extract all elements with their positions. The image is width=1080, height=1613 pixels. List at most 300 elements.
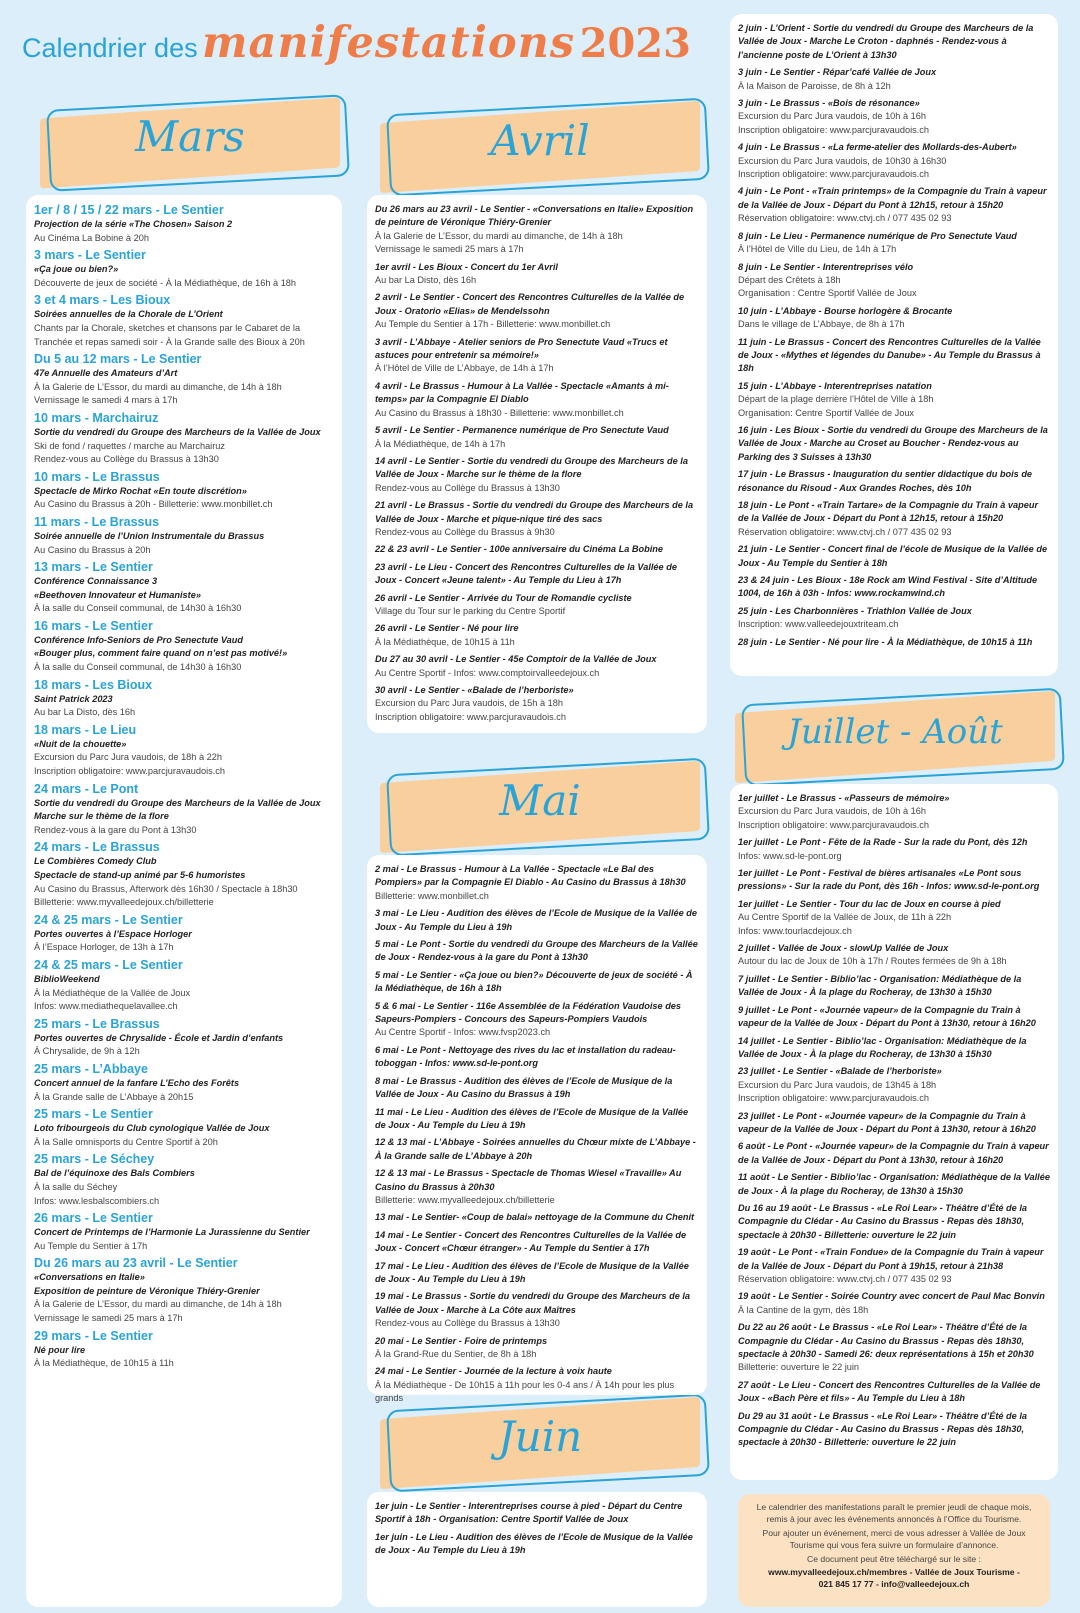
event-item (375, 1075, 699, 1102)
event-title: Concert annuel de la fanfare L’Echo des Forêts (34, 1077, 240, 1088)
event-title: Du 27 au 30 avril - Le Sentier - 45e Comptoir de la Vallée de Joux (375, 654, 657, 665)
event-item (738, 1171, 1050, 1198)
event-item (738, 942, 1050, 969)
event-title: 2 juin - L’Orient - Sortie du vendredi du Groupe des Marcheurs de la Vallée de Joux - Marche Le Croton - daphnés - Rendez-vous à l’ancienne poste de L’Orient à 13h30 (738, 23, 1034, 60)
event-details: Au Centre Sportif de la Vallée de Joux, de 11h à 22h (738, 912, 952, 923)
event-title: 7 juillet - Le Sentier - Biblio’lac - Organisation: Médiathèque de la Vallée de Joux - À la plage du Rocheray, de 13h30 à 15h30 (738, 973, 1022, 998)
event-item (375, 455, 699, 495)
event-details: À l’Hôtel de Ville du Lieu, de 14h à 17h (738, 244, 897, 255)
event-item (738, 1202, 1050, 1242)
event-title: 19 août - Le Pont - «Train Fondue» de la Compagnie du Train à vapeur de la Vallée de Joux - Départ du Pont à 19h15, retour à 21h38 (738, 1247, 1044, 1271)
title-prefix: Calendrier des (22, 33, 198, 63)
event-title: 6 mai - Le Pont - Nettoyage des rives du lac et installation du radeau-toboggan - Infos: www.sd-le-pont.org (375, 1044, 676, 1069)
event-title: 21 juin - Le Sentier - Concert final de l’école de Musique de la Vallée de Joux - Au Temple du Sentier à 18h (738, 544, 1048, 568)
event-date-place: 18 mars - Les Bioux (34, 677, 153, 692)
event-item (738, 230, 1050, 257)
event-title: 14 mai - Le Sentier - Concert des Rencontres Culturelles de la Vallée de Joux - Concert «Chœur étranger» - Au Temple du Sentier à 17h (375, 1229, 687, 1254)
event-title: 3 mai - Le Lieu - Audition des élèves de l’Ecole de Musique de la Vallée de Joux - Au Temple du Lieu à 19h (375, 908, 697, 932)
event-item (34, 248, 334, 290)
event-title: Conférence Connaissance 3 (34, 576, 158, 587)
event-title: 24 mai - Le Sentier - Journée de la lecture à voix haute (375, 1366, 612, 1377)
event-item (34, 560, 334, 616)
event-details: À la Maison de Paroisse, de 8h à 12h (738, 80, 891, 91)
event-details: Infos: www.lesbalscombiers.ch (34, 1195, 160, 1206)
month-banner-mars (40, 100, 340, 184)
event-title: Né pour lire (34, 1344, 86, 1355)
event-title: Portes ouvertes de Chrysalide - École et Jardin d’enfants (34, 1032, 284, 1043)
event-item (738, 22, 1050, 62)
event-item (375, 1365, 699, 1405)
event-title: Bal de l’équinoxe des Bals Combiers (34, 1168, 195, 1179)
event-title: 26 avril - Le Sentier - Arrivée du Tour de Romandie cycliste (375, 592, 632, 603)
event-details: Au Temple du Sentier à 17h - Billetterie: www.monbillet.ch (375, 319, 611, 330)
event-details: À la Galerie de L’Essor, du mardi au dimanche, de 14h à 18h (34, 1299, 282, 1310)
event-details: Rendez-vous à la gare du Pont à 13h30 (34, 824, 197, 835)
event-details: Réservation obligatoire: www.ctvj.ch / 077 435 02 93 (738, 1274, 952, 1284)
event-item (375, 1260, 699, 1287)
event-title: «Conversations en Italie» (34, 1272, 145, 1283)
month-banner-juin (380, 1400, 700, 1484)
event-details: Inscription obligatoire: www.parcjuravaudois.ch (738, 124, 929, 135)
event-item (738, 1110, 1050, 1137)
event-details: À la Médiathèque - De 10h15 à 11h pour les 0-4 ans / À 14h pour les plus grands (375, 1379, 675, 1404)
event-date-place: 18 mars - Le Lieu (34, 722, 137, 737)
event-details: Excursion du Parc Jura vaudois, de 10h à 16h (738, 111, 926, 122)
event-title: 26 avril - Le Sentier - Né pour lire (375, 623, 519, 634)
event-item (375, 499, 699, 539)
event-item (34, 782, 334, 838)
event-item (375, 561, 699, 588)
event-date-place: 24 & 25 mars - Le Sentier (34, 912, 183, 927)
event-title: 17 juin - Le Brassus - Inauguration du sentier didactique du bois de résonance du Risoud - Aux Grandes Roches, dès 10h (738, 469, 1033, 493)
event-details: Au Cinéma La Bobine à 20h (34, 232, 149, 243)
event-details: Au Centre Sportif - Infos: www.comptoirvalleedejoux.ch (375, 667, 600, 678)
title-year: 2023 (579, 20, 691, 67)
event-item (738, 543, 1050, 570)
event-item (738, 336, 1050, 376)
event-details: Inscription obligatoire: www.parcjuravaudois.ch (738, 1093, 929, 1104)
month-banner-avril (380, 104, 700, 188)
event-title: 20 mai - Le Sentier - Foire de printemps (375, 1335, 548, 1346)
event-item (375, 380, 699, 420)
event-title: 12 & 13 mai - L’Abbaye - Soirées annuelles du Chœur mixte de L’Abbaye - À la Grande salle de L’Abbaye à 20h (375, 1137, 696, 1161)
event-details: Au Casino du Brassus à 20h (34, 544, 151, 555)
events-panel-mai (367, 855, 707, 1404)
event-title: 1er juillet - Le Brassus - «Passeurs de mémoire» (738, 793, 950, 803)
event-details: Rendez-vous au Collège du Brassus à 13h30 (375, 482, 560, 493)
event-title: 8 mai - Le Brassus - Audition des élèves de l’Ecole de Musique de la Vallée de Joux - Au Casino du Brassus à 19h (375, 1075, 673, 1100)
event-date-place: 3 et 4 mars - Les Bioux (34, 293, 171, 308)
event-item (738, 380, 1050, 420)
event-date-place: 1er / 8 / 15 / 22 mars - Le Sentier (34, 203, 224, 217)
event-title: 1er juillet - Le Pont - Fête de la Rade - Sur la rade du Pont, dès 12h (738, 837, 1028, 848)
event-item (738, 1410, 1050, 1450)
event-item (738, 1140, 1050, 1167)
event-item (375, 203, 699, 257)
event-title: 9 juillet - Le Pont - «Journée vapeur» de la Compagnie du Train à vapeur de la Vallée de Joux - Départ du Pont à 13h30, retour à 16h20 (738, 1004, 1036, 1029)
month-title-avril: Avril (490, 116, 590, 165)
event-item (375, 1290, 699, 1330)
event-date-place: 24 mars - Le Pont (34, 781, 139, 796)
event-item (34, 1017, 334, 1059)
event-details: Inscription obligatoire: www.parcjuravaudois.ch (738, 169, 929, 180)
event-details: Rendez-vous au Collège du Brassus à 13h30 (375, 1318, 560, 1329)
event-item (375, 1106, 699, 1133)
footer-contact-phone-email[interactable]: 021 845 17 77 - info@valleedejoux.ch (818, 1578, 970, 1589)
event-details: Billetterie: ouverture le 22 juin (738, 1362, 860, 1373)
event-item (738, 468, 1050, 495)
event-date-place: 25 mars - L’Abbaye (34, 1061, 148, 1076)
footer-text-3: Ce document peut être téléchargé sur le site : (807, 1554, 981, 1565)
event-title: 4 juin - Le Pont - «Train printemps» de la Compagnie du Train à vapeur de la Vallée de Joux - Départ du Pont à 12h15, retour à 15h20 (738, 186, 1047, 210)
event-title: 3 juin - Le Brassus - «Bois de résonance» (738, 98, 920, 109)
event-item (375, 907, 699, 934)
event-item (34, 678, 334, 720)
month-banner-juillet (735, 694, 1055, 778)
event-date-place: 16 mars - Le Sentier (34, 618, 153, 633)
event-date-place: Du 26 mars au 23 avril - Le Sentier (34, 1256, 238, 1271)
event-details: À la Médiathèque de la Vallée de Joux (34, 987, 191, 998)
event-title: 11 juin - Le Brassus - Concert des Rencontres Culturelles de la Vallée de Joux - «Mythes et légendes du Danube» - Au Temple du Brassus à 18h (738, 336, 1041, 374)
event-details: Village du Tour sur le parking du Centre Sportif (375, 605, 566, 616)
footer-contact-website[interactable]: www.myvalleedejoux.ch/membres - Vallée de Joux Tourisme - (768, 1566, 1020, 1577)
event-item (738, 1290, 1050, 1317)
event-title: Portes ouvertes à l’Espace Horloger (34, 928, 192, 939)
event-title: 13 mai - Le Sentier- «Coup de balai» nettoyage de la Commune du Chenit (375, 1212, 695, 1223)
event-details: Au Casino du Brassus à 18h30 - Billetterie: www.monbillet.ch (375, 407, 624, 418)
event-title: 2 avril - Le Sentier - Concert des Rencontres Culturelles de la Vallée de Joux - Oratorio «Elias» de Mendelssohn (375, 292, 685, 316)
event-item (738, 66, 1050, 93)
event-item (34, 203, 334, 245)
event-item (34, 958, 334, 1014)
footer-note (738, 1494, 1050, 1607)
event-details: Excursion du Parc Jura vaudois, de 13h45 à 18h (738, 1079, 937, 1090)
event-details: Infos: www.mediathequelavallee.ch (34, 1001, 178, 1012)
event-title: 2 mai - Le Brassus - Humour à La Vallée - Spectacle «Le Bal des Pompiers» par la Compagnie El Diablo - Au Casino du Brassus à 18h30 (375, 864, 686, 888)
event-item (34, 470, 334, 512)
event-date-place: 25 mars - Le Sentier (34, 1107, 153, 1122)
event-item (34, 1152, 334, 1208)
event-title: 4 avril - Le Brassus - Humour à La Vallée - Spectacle «Amants à mi-temps» par la Compagnie El Diablo (375, 380, 669, 405)
event-details: Vernissage le samedi 25 mars à 17h (375, 244, 524, 255)
event-details: Réservation obligatoire: www.ctvj.ch / 077 435 02 93 (738, 526, 952, 537)
event-item (738, 605, 1050, 632)
event-title: Marche sur le thème de la flore (34, 811, 169, 822)
event-item (375, 1136, 699, 1163)
event-details: À la Médiathèque, de 10h15 à 11h (375, 636, 515, 647)
event-date-place: 13 mars - Le Sentier (34, 560, 153, 575)
event-details: À la Médiathèque, de 10h15 à 11h (34, 1358, 174, 1369)
event-item (34, 913, 334, 955)
event-title: «Nuit de la chouette» (34, 738, 127, 749)
event-item (738, 898, 1050, 938)
event-title: Sortie du vendredi du Groupe des Marcheurs de la Vallée de Joux (34, 797, 321, 808)
month-title-mars: Mars (135, 112, 245, 161)
event-details: Infos: www.sd-le-pont.org (738, 850, 842, 861)
event-details: À la Grande salle de L’Abbaye à 20h15 (34, 1091, 194, 1102)
event-item (34, 619, 334, 675)
event-title: 28 juin - Le Sentier - Né pour lire - À la Médiathèque, de 10h15 à 11h (738, 636, 1033, 647)
event-details: Inscription: www.valleedejouxtriteam.ch (738, 619, 899, 630)
event-title: 1er juillet - Le Sentier - Tour du lac de Joux en course à pied (738, 898, 1001, 909)
event-details: À la Médiathèque, de 14h à 17h (375, 438, 506, 449)
event-title: Du 26 mars au 23 avril - Le Sentier - «Conversations en Italie» Exposition de peinture de Véronique Thiéry-Grenier (375, 204, 694, 228)
event-title: Du 22 au 26 août - Le Brassus - «Le Roi Lear» - Théâtre d’Été de la Compagnie du Clédar - Au Casino du Brassus - Repas dès 18h30, spectacle à 20h30 - Samedi 26: deux représentations à 15h et 20h30 (738, 1322, 1034, 1360)
event-date-place: 3 mars - Le Sentier (34, 248, 146, 263)
event-title: 12 & 13 mai - Le Brassus - Spectacle de Thomas Wiesel «Travaille» Au Casino du Brassus à 20h30 (375, 1168, 682, 1192)
event-item (375, 622, 699, 649)
event-item (375, 684, 699, 724)
month-title-juin: Juin (497, 1412, 583, 1461)
event-date-place: Du 5 au 12 mars - Le Sentier (34, 352, 202, 367)
event-item (34, 1329, 334, 1371)
event-details: Au Casino du Brassus à 20h - Billetterie: www.monbillet.ch (34, 499, 273, 510)
event-details: À la Salle omnisports du Centre Sportif à 20h (34, 1136, 218, 1147)
event-details: Inscription obligatoire: www.parcjuravaudois.ch (738, 819, 929, 830)
events-panel-juin-suite (730, 14, 1058, 676)
event-details: Inscription obligatoire: www.parcjuravaudois.ch (34, 766, 225, 777)
event-title: Loto fribourgeois du Club cynologique Vallée de Joux (34, 1123, 270, 1134)
event-item (34, 723, 334, 779)
event-item (738, 867, 1050, 894)
event-date-place: 10 mars - Le Brassus (34, 469, 160, 484)
event-details: Réservation obligatoire: www.ctvj.ch / 077 435 02 93 (738, 213, 952, 224)
events-panel-juillet-aout (730, 784, 1058, 1480)
event-details: Billetterie: www.monbillet.ch (375, 890, 489, 901)
event-details: Départ de la plage derrière l’Hôtel de Ville à 18h (738, 394, 934, 405)
event-title: 8 juin - Le Lieu - Permanence numérique de Pro Senectute Vaud (738, 230, 1017, 241)
event-item (34, 515, 334, 557)
event-title: 1er juin - Le Sentier - Interentreprises course à pied - Départ du Centre Sportif à 18h - Organisation: Centre Sportif Vallée de Joux (375, 1501, 683, 1525)
event-title: Saint Patrick 2023 (34, 693, 113, 704)
event-details: Autour du lac de Joux de 10h à 17h / Routes fermées de 9h à 18h (738, 956, 1007, 967)
event-title: 5 mai - Le Pont - Sortie du vendredi du Groupe des Marcheurs de la Vallée de Joux - Rendez-vous à la gare du Pont à 13h30 (375, 939, 698, 963)
event-title: 3 avril - L’Abbaye - Atelier seniors de Pro Senectute Vaud «Trucs et astuces pour entretenir sa mémoire!» (375, 336, 668, 361)
event-title: Spectacle de Mirko Rochat «En toute discrétion» (34, 485, 247, 496)
events-panel-avril (367, 195, 707, 733)
event-item (738, 141, 1050, 181)
event-item (375, 336, 699, 376)
event-details: À Chrysalide, de 9h à 12h (34, 1046, 140, 1057)
event-item (738, 1004, 1050, 1031)
event-title: 3 juin - Le Sentier - Répar’café Vallée de Joux (738, 67, 937, 78)
event-date-place: 26 mars - Le Sentier (34, 1211, 153, 1226)
events-panel-juin (367, 1492, 707, 1607)
event-item (375, 291, 699, 331)
event-details: Ski de fond / raquettes / marche au Marchairuz (34, 440, 225, 451)
event-title: 19 mai - Le Brassus - Sortie du vendredi du Groupe des Marcheurs de la Vallée de Joux - Marche à La Côte aux Maîtres (375, 1291, 691, 1315)
event-details: Organisation: Centre Sportif Vallée de Joux (738, 407, 915, 418)
event-item (375, 543, 699, 556)
event-details: Dans le village de L’Abbaye, de 8h à 17h (738, 319, 905, 330)
event-details: Rendez-vous au Collège du Brassus à 9h30 (375, 526, 555, 537)
event-details: Inscription obligatoire: www.parcjuravaudois.ch (375, 711, 566, 722)
event-title: Soirée annuelle de l’Union Instrumentale du Brassus (34, 530, 265, 541)
event-date-place: 24 & 25 mars - Le Sentier (34, 957, 183, 972)
event-title: 10 juin - L’Abbaye - Bourse horlogère & Brocante (738, 305, 953, 316)
event-details: Au bar La Disto, dès 16h (375, 275, 477, 286)
event-details: À l’Hôtel de Ville de L’Abbaye, de 14h à 17h (375, 363, 554, 374)
event-date-place: 10 mars - Marchairuz (34, 410, 159, 425)
event-details: Excursion du Parc Jura vaudois, de 10h30 à 16h30 (738, 155, 947, 166)
footer-text-2: Pour ajouter un événement, merci de vous adresser à Vallée de Joux Tourisme qui vous fera suivre un formulaire d’annonce. (762, 1528, 1026, 1550)
event-details: Au Casino du Brassus, Afterwork dès 16h30 / Spectacle à 18h30 (34, 883, 298, 894)
event-title: Sortie du vendredi du Groupe des Marcheurs de la Vallée de Joux (34, 426, 321, 437)
event-item (375, 1167, 699, 1207)
event-item (34, 293, 334, 349)
event-item (738, 97, 1050, 137)
event-item (738, 1379, 1050, 1406)
event-details: À la salle du Conseil communal, de 14h30 à 16h30 (34, 603, 242, 614)
event-item (738, 499, 1050, 539)
event-details: Découverte de jeux de société - À la Médiathèque, de 16h à 18h (34, 277, 297, 288)
event-details: À la salle du Conseil communal, de 14h30 à 16h30 (34, 662, 242, 673)
event-title: Du 16 au 19 août - Le Brassus - «Le Roi Lear» - Théâtre d’Été de la Compagnie du Clédar - Au Casino du Brassus - Repas dès 18h30, spectacle à 20h30 - Billetterie: ouverture le 22 juin (738, 1202, 1027, 1240)
event-title: 22 & 23 avril - Le Sentier - 100e anniversaire du Cinéma La Bobine (375, 544, 663, 555)
event-item (375, 592, 699, 619)
event-title: 15 juin - L’Abbaye - Interentreprises natation (738, 380, 932, 391)
event-item (375, 1500, 699, 1527)
event-item (375, 424, 699, 451)
event-title: Spectacle de stand-up animé par 5-6 humoristes (34, 870, 246, 880)
month-title-mai: Mai (499, 776, 581, 825)
event-title: «Bouger plus, comment faire quand on n’est pas motivé!» (34, 648, 288, 659)
event-details: À la Grand-Rue du Sentier, de 8h à 18h (375, 1349, 537, 1359)
event-date-place: 11 mars - Le Brassus (34, 514, 160, 529)
event-details: À la salle du Séchey (34, 1181, 118, 1192)
event-details: Au bar La Disto, dès 16h (34, 707, 136, 718)
event-date-place: 25 mars - Le Brassus (34, 1016, 160, 1031)
month-title-juillet: Juillet - Août (787, 712, 1003, 752)
event-item (375, 1229, 699, 1256)
event-item (738, 1035, 1050, 1062)
event-details: À la Cantine de la gym, dès 18h (738, 1304, 869, 1315)
event-title: Exposition de peinture de Véronique Thiéry-Grenier (34, 1285, 260, 1296)
event-details: Au Centre Sportif - Infos: www.fvsp2023.ch (375, 1027, 551, 1038)
event-title: Concert de Printemps de l’Harmonie La Jurassienne du Sentier (34, 1227, 310, 1238)
event-title: 5 & 6 mai - Le Sentier - 116e Assemblée de la Fédération Vaudoise des Sapeurs-Pompiers - Concours des Sapeurs-Pompiers Vaudois (375, 1000, 682, 1025)
event-item (738, 836, 1050, 863)
event-item (34, 1211, 334, 1253)
event-details: Excursion du Parc Jura vaudois, de 18h à 22h (34, 752, 222, 763)
event-title: 2 juillet - Vallée de Joux - slowUp Vallée de Joux (738, 943, 949, 954)
event-title: Projection de la série «The Chosen» Saison 2 (34, 219, 233, 229)
event-title: «Ça joue ou bien?» (34, 264, 119, 275)
event-item (375, 261, 699, 288)
event-item (375, 1531, 699, 1558)
event-title: 23 juillet - Le Sentier - «Balade de l’herboriste» (738, 1066, 942, 1077)
event-title: 11 août - Le Sentier - Biblio’lac - Organisation: Médiathèque de la Vallée de Joux - À la plage du Rocheray, de 13h30 à 15h30 (738, 1172, 1050, 1196)
event-item (738, 1246, 1050, 1286)
event-item (375, 1044, 699, 1071)
event-details: Billetterie: www.myvalleedejoux.ch/billetterie (34, 897, 214, 908)
event-item (738, 973, 1050, 1000)
event-title: Conférence Info-Seniors de Pro Senectute Vaud (34, 634, 243, 645)
event-item (375, 653, 699, 680)
event-title: 6 août - Le Pont - «Journée vapeur» de la Compagnie du Train à vapeur de la Vallée de Joux - Départ du Pont à 13h30, retour à 16h20 (738, 1141, 1049, 1165)
event-item (375, 938, 699, 965)
event-title: 1er juin - Le Lieu - Audition des élèves de l’Ecole de Musique de la Vallée de Joux - Au Temple du Lieu à 19h (375, 1531, 693, 1556)
event-details: À l’Espace Horloger, de 13h à 17h (34, 942, 174, 953)
event-item (34, 411, 334, 467)
event-item (375, 863, 699, 903)
events-panel-mars (26, 195, 342, 1607)
event-item (738, 1065, 1050, 1105)
title-main: manifestations (202, 18, 576, 68)
event-title: 23 & 24 juin - Les Bioux - 18e Rock am Wind Festival - Site d’Altitude 1004, de 16h à 03h - Infos: www.rockamwind.ch (738, 575, 1038, 599)
event-details: Infos: www.tourlacdejoux.ch (738, 925, 852, 936)
event-details: Vernissage le samedi 25 mars à 17h (34, 1313, 183, 1324)
event-item (375, 1000, 699, 1040)
event-details: Excursion du Parc Jura vaudois, de 10h à 16h (738, 806, 926, 817)
event-item (738, 792, 1050, 832)
event-item (375, 969, 699, 996)
event-title: 1er avril - Les Bioux - Concert du 1er Avril (375, 261, 558, 272)
event-title: 16 juin - Les Bioux - Sortie du vendredi du Groupe des Marcheurs de la Vallée de Joux - Marche au Croset au Boucher - Rendez-vous au Parking des 3 Suisses à 13h30 (738, 424, 1048, 462)
event-date-place: 24 mars - Le Brassus (34, 840, 160, 855)
event-details: Chants par la Chorale, sketches et chansons par le Cabaret de la Tranchée et repas samedi soir - À la Grande salle des Bioux à 20h (34, 322, 305, 347)
event-item (738, 1321, 1050, 1375)
month-banner-mai (380, 764, 700, 848)
event-details: À la Galerie de L’Essor, du mardi au dimanche, de 14h à 18h (34, 381, 282, 392)
event-title: 14 juillet - Le Sentier - Biblio’lac - Organisation: Médiathèque de la Vallée de Joux - À la plage du Rocheray, de 13h30 à 15h30 (738, 1035, 1027, 1059)
event-item (738, 261, 1050, 301)
event-title: 23 juillet - Le Pont - «Journée vapeur» de la Compagnie du Train à vapeur de la Vallée de Joux - Départ du Pont à 13h30, retour à 16h20 (738, 1110, 1036, 1134)
event-item (375, 1211, 699, 1224)
event-item (375, 1335, 699, 1362)
event-item (738, 636, 1050, 649)
event-title: 30 avril - Le Sentier - «Balade de l’herboriste» (375, 685, 574, 695)
event-item (738, 305, 1050, 332)
event-title: 21 avril - Le Brassus - Sortie du vendredi du Groupe des Marcheurs de la Vallée de Joux - Marche et pique-nique tiré des sacs (375, 500, 694, 524)
event-item (34, 840, 334, 909)
event-details: Billetterie: www.myvalleedejoux.ch/billetterie (375, 1194, 555, 1205)
event-title: 19 août - Le Sentier - Soirée Country avec concert de Paul Mac Bonvin (738, 1291, 1045, 1302)
event-title: 25 juin - Les Charbonnières - Triathlon Vallée de Joux (738, 605, 972, 616)
page-title (22, 18, 722, 78)
event-title: 47e Annuelle des Amateurs d’Art (34, 368, 178, 379)
event-title: 5 mai - Le Sentier - «Ça joue ou bien?» Découverte de jeux de société - À la Médiathèque, de 16h à 18h (375, 969, 693, 994)
event-title: 8 juin - Le Sentier - Interentreprises vélo (738, 261, 914, 272)
footer-text-1: Le calendrier des manifestations paraît le premier jeudi de chaque mois, remis à jour avec les événements annoncés à l’Office du Tourisme. (756, 1502, 1032, 1524)
event-item (738, 424, 1050, 464)
event-title: 11 mai - Le Lieu - Audition des élèves de l’Ecole de Musique de la Vallée de Joux - Au Temple du Lieu à 19h (375, 1106, 689, 1130)
event-details: À la Galerie de L’Essor, du mardi au dimanche, de 14h à 18h (375, 230, 623, 241)
event-details: Au Temple du Sentier à 17h (34, 1240, 148, 1251)
event-title: 4 juin - Le Brassus - «La ferme-atelier des Mollards-des-Aubert» (738, 142, 1017, 153)
event-title: 18 juin - Le Pont - «Train Tartare» de la Compagnie du Train à vapeur de la Vallée de Joux - Départ du Pont à 12h15, retour à 15h20 (738, 500, 1039, 524)
event-title: Soirées annuelles de la Chorale de L’Orient (34, 309, 223, 320)
event-item (34, 1062, 334, 1104)
event-title: Du 29 au 31 août - Le Brassus - «Le Roi Lear» - Théâtre d’Été de la Compagnie du Clédar - Au Casino du Brassus - Repas dès 18h30, spectacle à 20h30 - Billetterie: ouverture le 22 juin (738, 1410, 1027, 1448)
event-date-place: 25 mars - Le Séchey (34, 1152, 155, 1167)
event-item (34, 1107, 334, 1149)
event-title: «Beethoven Innovateur et Humaniste» (34, 589, 201, 600)
event-date-place: 29 mars - Le Sentier (34, 1328, 153, 1343)
event-item (34, 352, 334, 408)
event-title: 27 août - Le Lieu - Concert des Rencontres Culturelles de la Vallée de Joux - «Bach Père et fils» - Au Temple du Lieu à 18h (738, 1379, 1041, 1404)
event-item (34, 1256, 334, 1325)
event-details: Excursion du Parc Jura vaudois, de 15h à 18h (375, 698, 563, 709)
event-item (738, 185, 1050, 225)
event-details: Vernissage le samedi 4 mars à 17h (34, 395, 178, 406)
event-details: Rendez-vous au Collège du Brassus à 13h30 (34, 454, 219, 465)
event-title: 1er juillet - Le Pont - Festival de bières artisanales «Le Pont sous pressions» - Sur la rade du Pont, dès 16h - Infos: www.sd-le-pont.org (738, 868, 1040, 892)
event-title: 5 avril - Le Sentier - Permanence numérique de Pro Senectute Vaud (375, 425, 669, 436)
event-item (738, 574, 1050, 601)
event-details: Départ des Crêtets à 18h (738, 274, 841, 285)
event-title: 17 mai - Le Lieu - Audition des élèves de l’Ecole de Musique de la Vallée de Joux - Au Temple du Lieu à 19h (375, 1260, 689, 1284)
